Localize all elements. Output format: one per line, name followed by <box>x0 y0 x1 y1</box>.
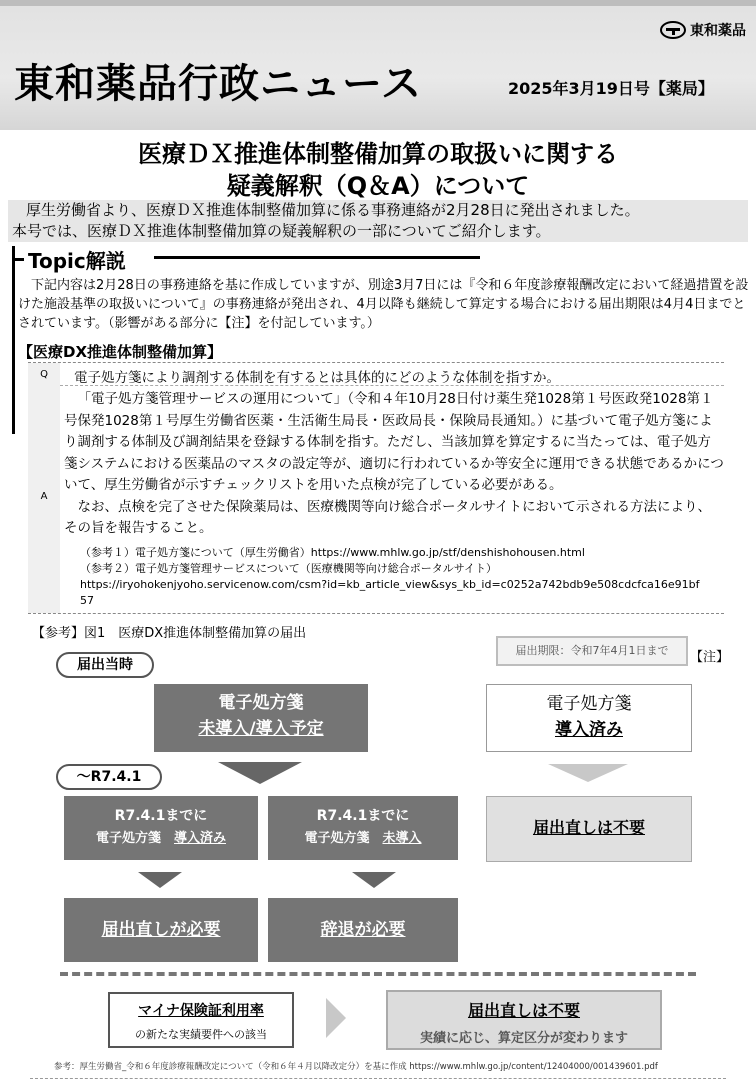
mynacard-l2: の新たな実績要件への該当 <box>135 1028 267 1041</box>
mynacard-box <box>108 992 294 1048</box>
reference-2-url[interactable]: https://iryohokenjyoho.servicenow.com/csm?id=kb_article_view&sys_kb_id=c0252a742bdb9e508cdcfca16e91bf57 <box>80 578 700 607</box>
answer-body <box>64 389 724 540</box>
newsletter-title: 東和薬品行政ニュース <box>14 61 422 107</box>
no-refile-text: 届出直しは不要 <box>532 818 645 837</box>
box-not-introduced-l2: 未導入/導入予定 <box>198 719 324 739</box>
topic-underline <box>154 256 480 259</box>
box-introduced-l2: 導入済み <box>555 720 623 740</box>
box-refile-needed <box>64 898 258 962</box>
arrow-down-3 <box>138 872 182 888</box>
arrow-down-4 <box>352 872 396 888</box>
source-note: 参考：厚生労働省_令和６年度診療報酬改定について（令和６年４月以降改定分）を基に作成 https://www.mhlw.go.jp/content/12404000/001439601.pdf <box>54 1062 658 1072</box>
intro-line2: 本号では、医療ＤＸ推進体制整備加算の疑義解釈の一部についてご紹介します。 <box>12 222 551 240</box>
box-not-introduced-by-deadline <box>268 796 458 860</box>
mid2-l2b: 未導入 <box>382 831 422 846</box>
topic-lead: 下記内容は2月28日の事務連絡を基に作成していますが、別途3月7日には『令和６年度診療報酬改定において経過措置を設けた施設基準の取扱いについて』の事務連絡が発出され、4月以降も継続して算定する場合における届出期限は4月4日までとされています。（影響がある部分に【注】を付記しています。） <box>18 278 749 331</box>
q-label: Q <box>40 369 48 380</box>
company-logo <box>660 20 746 40</box>
box-introduced-l1: 電子処方箋 <box>546 694 632 714</box>
mid2-l2a: 電子処方箋 <box>304 831 370 846</box>
topic-tick <box>12 258 24 261</box>
box-introduced <box>486 684 692 752</box>
box-withdraw-needed <box>268 898 458 962</box>
refile-needed-text: 届出直しが必要 <box>101 920 221 940</box>
article-title-line2: 疑義解釈（Q＆A）について <box>226 172 530 200</box>
intro-box <box>8 200 748 242</box>
intro-line1: 厚生労働省より、医療ＤＸ推進体制整備加算に係る事務連絡が2月28日に発出されました。 <box>26 201 640 219</box>
qa-table <box>28 362 724 614</box>
logo-text: 東和薬品 <box>690 23 746 39</box>
topic-vertical-rule <box>12 246 15 434</box>
mid1-l2b: 導入済み <box>174 831 227 846</box>
reference-1[interactable]: （参考１）電子処方箋について（厚生労働省）https://www.mhlw.go.jp/stf/denshishohousen.html <box>80 546 585 559</box>
answer-paragraph-1: 「電子処方箋管理サービスの運用について」（令和４年10月28日付け薬生発1028第１号医政発1028第１号保発1028第１号厚生労働省医薬・生活衛生局長・医政局長・保険局長通知。）に基づいて電子処方箋により調剤する体制及び調剤結果を登録する体制を指す。ただし、当該加算を算定するに当たっては、電子処方箋システムにおける医薬品のマスタの設定等が、適切に行われているか等安全に運用できる状態であるかについて、厚生労働省が示すチェックリストを用いた点検が完了している必要がある。 <box>64 391 724 493</box>
mynacard-l1: マイナ保険証利用率 <box>138 1003 264 1019</box>
topic-heading: Topic解説 <box>28 249 126 273</box>
withdraw-needed-text: 辞退が必要 <box>320 920 406 940</box>
article-title-line1: 医療ＤＸ推進体制整備加算の取扱いに関する <box>138 140 618 168</box>
deadline-box: 届出期限：令和7年4月1日まで <box>496 636 688 666</box>
mid2-l1: R7.4.1までに <box>316 808 410 824</box>
qa-label-column <box>28 363 60 613</box>
arrow-right-icon <box>326 998 346 1038</box>
mid1-l1: R7.4.1までに <box>114 808 208 824</box>
references <box>80 545 720 609</box>
issue-date: 2025年3月19日号【薬局】 <box>508 79 714 98</box>
reference-2: （参考２）電子処方箋管理サービスについて（医療機関等向け総合ポータルサイト） <box>80 562 498 575</box>
final-l1: 届出直しは不要 <box>467 1001 580 1020</box>
final-l2: 実績に応じ、算定区分が変わります <box>419 1031 628 1046</box>
towa-logo-icon <box>660 21 686 39</box>
a-label: A <box>40 491 48 502</box>
box-no-refile <box>486 796 692 862</box>
arrow-down-2 <box>548 764 628 782</box>
dashed-divider <box>60 972 696 976</box>
figure-caption: 【参考】図1 医療DX推進体制整備加算の届出 <box>32 626 307 641</box>
at-filing-pill: 届出当時 <box>56 652 154 678</box>
box-not-introduced <box>154 684 368 752</box>
mid1-l2a: 電子処方箋 <box>95 831 161 846</box>
final-no-refile-box <box>386 990 662 1050</box>
box-not-introduced-l1: 電子処方箋 <box>218 693 304 713</box>
answer-paragraph-2: なお、点検を完了させた保険薬局は、医療機関等向け総合ポータルサイトにおいて示される方法により、その旨を報告すること。 <box>64 498 712 536</box>
until-date-pill: ～R7.4.1 <box>56 764 162 790</box>
box-introduced-by-deadline <box>64 796 258 860</box>
question-text: 電子処方箋により調剤する体制を有するとは具体的にどのような体制を指すか。 <box>74 370 560 386</box>
section-heading: 【医療DX推進体制整備加算】 <box>18 343 223 361</box>
arrow-down-1 <box>218 762 302 784</box>
bottom-rule <box>30 1078 726 1079</box>
note-label: 【注】 <box>690 650 730 665</box>
